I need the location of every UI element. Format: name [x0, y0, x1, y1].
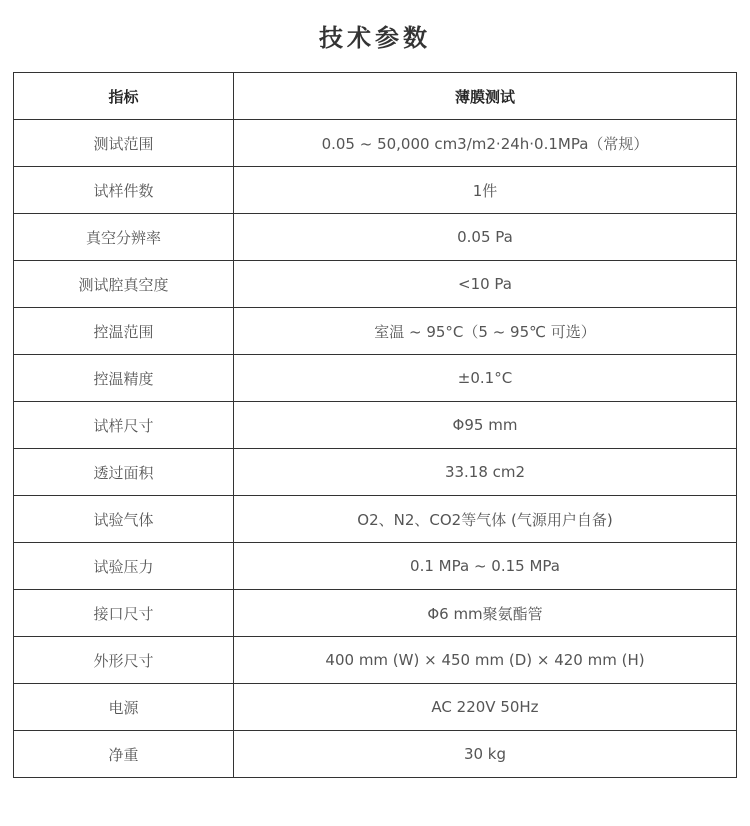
table-row: [14, 684, 737, 731]
table-row: [14, 731, 737, 778]
row-label: 测试范围: [14, 120, 234, 167]
table-row: [14, 261, 737, 308]
row-label: 试验气体: [14, 496, 234, 543]
table-row: [14, 214, 737, 261]
row-value: 0.05 ~ 50,000 cm3/m2·24h·0.1MPa（常规）: [234, 120, 737, 167]
row-label: 净重: [14, 731, 234, 778]
row-label: 接口尺寸: [14, 590, 234, 637]
table-row: [14, 637, 737, 684]
row-label: 测试腔真空度: [14, 261, 234, 308]
table-row: [14, 167, 737, 214]
row-label: 透过面积: [14, 449, 234, 496]
row-value: 30 kg: [234, 731, 737, 778]
table-row: [14, 402, 737, 449]
row-value: 室温 ~ 95°C（5 ~ 95℃ 可选）: [234, 308, 737, 355]
row-value: O2、N2、CO2等气体 (气源用户自备): [234, 496, 737, 543]
table-row: [14, 590, 737, 637]
table-row: [14, 308, 737, 355]
row-value: 400 mm (W) × 450 mm (D) × 420 mm (H): [234, 637, 737, 684]
column-header-film-test: 薄膜测试: [234, 73, 737, 120]
row-label: 试样尺寸: [14, 402, 234, 449]
table-row: [14, 120, 737, 167]
row-value: 0.1 MPa ~ 0.15 MPa: [234, 543, 737, 590]
row-value: 1件: [234, 167, 737, 214]
spec-table: [13, 72, 737, 778]
table-row: [14, 543, 737, 590]
row-value: 33.18 cm2: [234, 449, 737, 496]
table-header-row: [14, 73, 737, 120]
row-label: 电源: [14, 684, 234, 731]
row-label: 试样件数: [14, 167, 234, 214]
row-value: ±0.1°C: [234, 355, 737, 402]
table-row: [14, 355, 737, 402]
row-value: 0.05 Pa: [234, 214, 737, 261]
row-value: <10 Pa: [234, 261, 737, 308]
row-value: AC 220V 50Hz: [234, 684, 737, 731]
row-label: 控温精度: [14, 355, 234, 402]
row-value: Φ95 mm: [234, 402, 737, 449]
table-row: [14, 449, 737, 496]
row-label: 控温范围: [14, 308, 234, 355]
row-label: 试验压力: [14, 543, 234, 590]
column-header-indicator: 指标: [14, 73, 234, 120]
row-label: 外形尺寸: [14, 637, 234, 684]
table-row: [14, 496, 737, 543]
row-label: 真空分辨率: [14, 214, 234, 261]
page-title: 技术参数: [319, 24, 431, 52]
row-value: Φ6 mm聚氨酯管: [234, 590, 737, 637]
